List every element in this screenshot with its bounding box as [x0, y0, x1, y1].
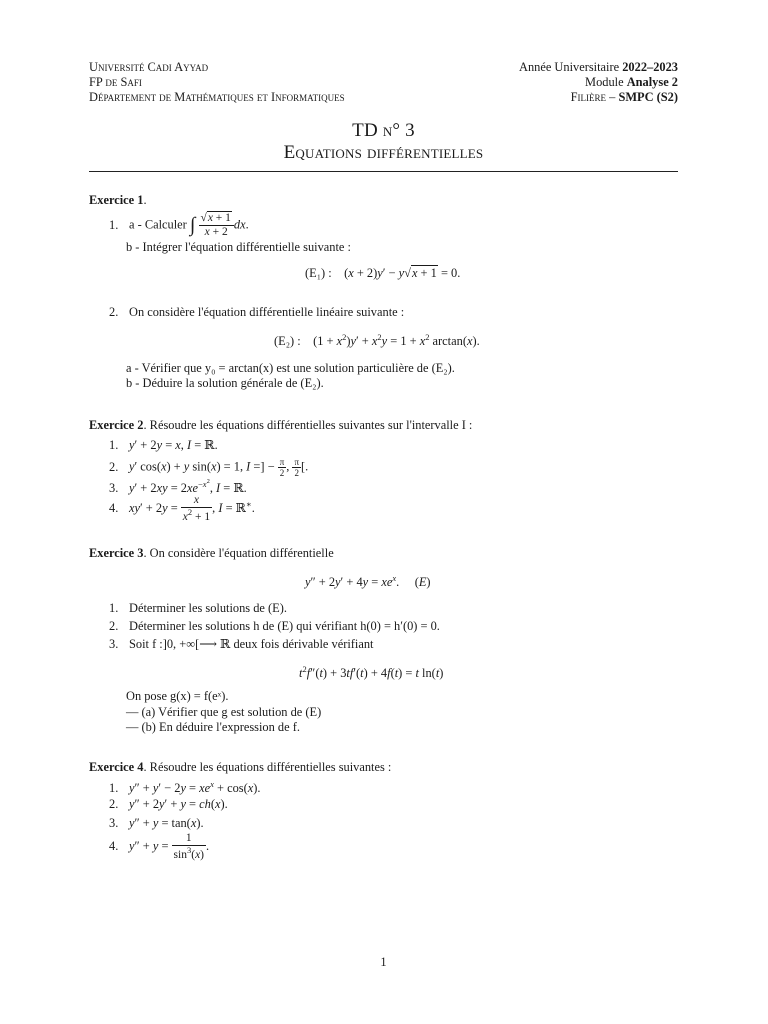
- ex2-item-4: 4. xy′ + 2y = $\frac{x}{x^2 + 1}$ , I = ℝ∗.: [109, 494, 255, 524]
- ex4-item-1: 1. $y'' + y' - 2y = xe^x + \cos(x)$.: [109, 779, 261, 796]
- ex4-item-2: 2. y″ + 2y′ + y = ch(x).: [109, 797, 228, 811]
- ex1-item-2b: b - Déduire la solution générale de (E₂).: [126, 376, 324, 390]
- ex3-item-3: 3. Soit f :]0, +∞[⟶ ℝ deux fois dérivable vérifiant: [109, 637, 374, 651]
- ex3-item-1: 1. Déterminer les solutions de (E).: [109, 601, 287, 615]
- title-line-2: Equations différentielles: [283, 142, 484, 163]
- exercise-1-heading: Exercice 1.: [89, 193, 147, 207]
- ex3-pose: On pose g(x) = f(eˣ).: [126, 689, 229, 703]
- ex4-item-3: 3. y″ + y = tan(x).: [109, 816, 204, 830]
- ex1-item-1b: b - Intégrer l'équation différentielle suivante :: [126, 240, 351, 254]
- equation-e2: (E₂) : $(1 + x^2)y' + x^2y = 1 + x^2$ arctan(x).: [274, 332, 480, 349]
- exercise-4-heading: Exercice 4. Résoudre les équations différentielles suivantes :: [89, 760, 392, 774]
- ex2-item-1: 1. y′ + 2y = x, I = ℝ.: [109, 438, 218, 452]
- equation-e: $y'' + 2y' + 4y = xe^x$. (E): [305, 573, 431, 590]
- equation-f: $t^2f''(t) + 3tf'(t) + 4f(t) = t$ ln(t): [299, 664, 444, 681]
- filiere: Filière – SMPC (S2): [570, 90, 678, 104]
- ex2-item-2: 2. y′ cos(x) + y sin(x) = 1, I =] − $\frac{\pi}{2}$ , $\frac{\pi}{2}$ [.: [109, 457, 309, 479]
- ex2-item-3: 3. $y' + 2xy = 2xe^{-x^2}$, I = ℝ.: [109, 478, 247, 495]
- exercise-2-heading: Exercice 2. Résoudre les équations différentielles suivantes sur l'intervalle I :: [89, 418, 473, 432]
- module: Module Analyse 2: [585, 75, 678, 89]
- faculty-name: FP de Safi: [89, 75, 142, 89]
- ex3-sub-a: — (a) Vérifier que g est solution de (E): [126, 705, 322, 719]
- ex1-item-2a: a - Vérifier que y₀ = arctan(x) est une solution particulière de (E₂).: [126, 361, 455, 375]
- ex3-item-2: 2. Déterminer les solutions h de (E) qui vérifiant h(0) = h′(0) = 0.: [109, 619, 440, 633]
- department-name: Département de Mathématiques et Informatiques: [89, 90, 345, 104]
- title-rule: [89, 171, 678, 172]
- ex1-item-1a: 1. a - Calculer ∫ $\frac{√x + 1}{x + 2}$ dx.: [109, 212, 249, 239]
- ex1-item-2: 2. On considère l'équation différentielle linéaire suivante :: [109, 305, 405, 319]
- academic-year: Année Universitaire 2022–2023: [519, 60, 678, 74]
- university-name: Université Cadi Ayyad: [89, 60, 209, 74]
- ex4-item-4: 4. y″ + y = $\frac{1}{\sin^3(x)}$ .: [109, 832, 210, 862]
- page-number: 1: [380, 955, 387, 969]
- equation-e1: (E₁) : (x + 2)y′ − y√x + 1 = 0.: [305, 266, 461, 280]
- exercise-3-heading: Exercice 3. On considère l'équation différentielle: [89, 546, 334, 560]
- title-line-1: TD n° 3: [352, 120, 415, 141]
- ex3-sub-b: — (b) En déduire l'expression de f.: [126, 720, 300, 734]
